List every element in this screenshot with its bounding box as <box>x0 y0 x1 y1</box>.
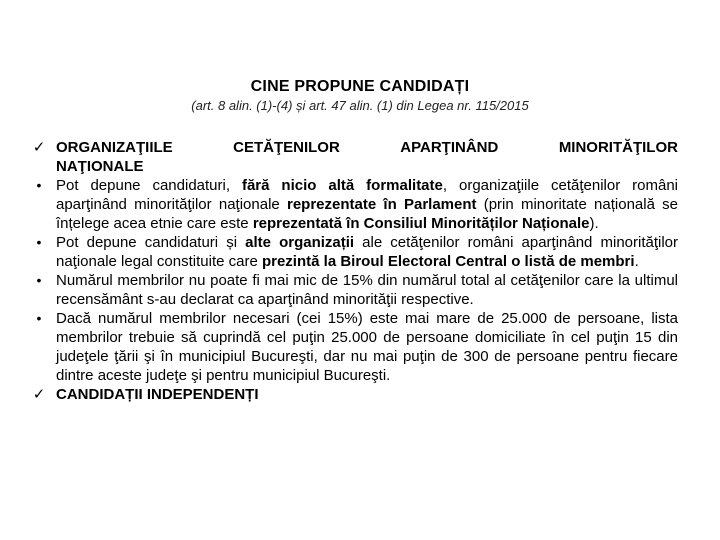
list-item <box>30 233 678 271</box>
checkmark-icon: ✓ <box>32 386 46 403</box>
emphasis-text: alte organizații <box>245 234 355 251</box>
content-list <box>30 138 678 404</box>
text-span: Pot depune candidaturi și <box>56 234 246 251</box>
emphasis-text: reprezentate în Parlament <box>286 196 477 213</box>
list-item <box>30 271 678 309</box>
text-span: (prin minoritate națională se înțelege acea etnie care este <box>56 196 678 232</box>
text-span: , organizaţiile cetăţenilor români aparţinând minorităţilor naţionale <box>56 177 678 213</box>
list-item <box>30 176 678 233</box>
checkmark-icon: ✓ <box>32 139 46 156</box>
text-span: . <box>634 253 639 270</box>
heading-word: MINORITĂŢILOR <box>558 139 678 156</box>
emphasis-text: prezintă la Biroul Electoral Central o listă de membri <box>261 253 635 270</box>
heading-word: CETĂŢENILOR <box>233 139 340 156</box>
emphasis-text: fără nicio altă formalitate <box>241 177 443 194</box>
text-span: ale cetăţenilor români aparţinând minorităţilor naţionale legal constituite care <box>56 234 679 270</box>
bullet-icon: • <box>36 177 42 193</box>
heading-word: APARŢINÂND <box>400 139 499 156</box>
legal-reference: (art. 8 alin. (1)-(4) și art. 47 alin. (1) din Legea nr. 115/2015 <box>191 98 529 113</box>
page-title: CINE PROPUNE CANDIDAȚI <box>250 78 470 95</box>
list-item <box>30 309 678 385</box>
bullet-icon: • <box>36 272 42 288</box>
bullet-icon: • <box>36 234 42 250</box>
section-independent-candidates <box>30 385 678 404</box>
text-span: Dacă numărul membrilor necesari (cei 15%) este mai mare de 25.000 de persoane, lista membrilor trebuie să cuprindă cel puţin 25.000 de persoane domiciliate în cel puţin 15 din judeţele ţării şi în municipiul Bucureşti, dar nu mai puţin de 300 de persoane pentru fiecare dintre aceste judeţe şi pentru municipiul Bucureşti. <box>56 310 678 384</box>
heading-word: ORGANIZAŢIILE <box>56 139 173 156</box>
emphasis-text: reprezentată în Consiliul Minorităților Naționale <box>252 215 590 232</box>
section-heading-line <box>56 138 678 157</box>
text-span: ). <box>589 215 599 232</box>
heading-word: NAŢIONALE <box>56 158 144 175</box>
bullet-icon: • <box>36 310 42 326</box>
section-minority-organizations <box>30 138 678 176</box>
section-heading: CANDIDAȚII INDEPENDENȚI <box>56 386 259 403</box>
text-span: Numărul membrilor nu poate fi mai mic de 15% din numărul total al cetăţenilor care la ultimul recensământ s-au declarat ca aparţinând minorităţii respective. <box>56 272 678 308</box>
text-span: Pot depune candidaturi, <box>56 177 242 194</box>
